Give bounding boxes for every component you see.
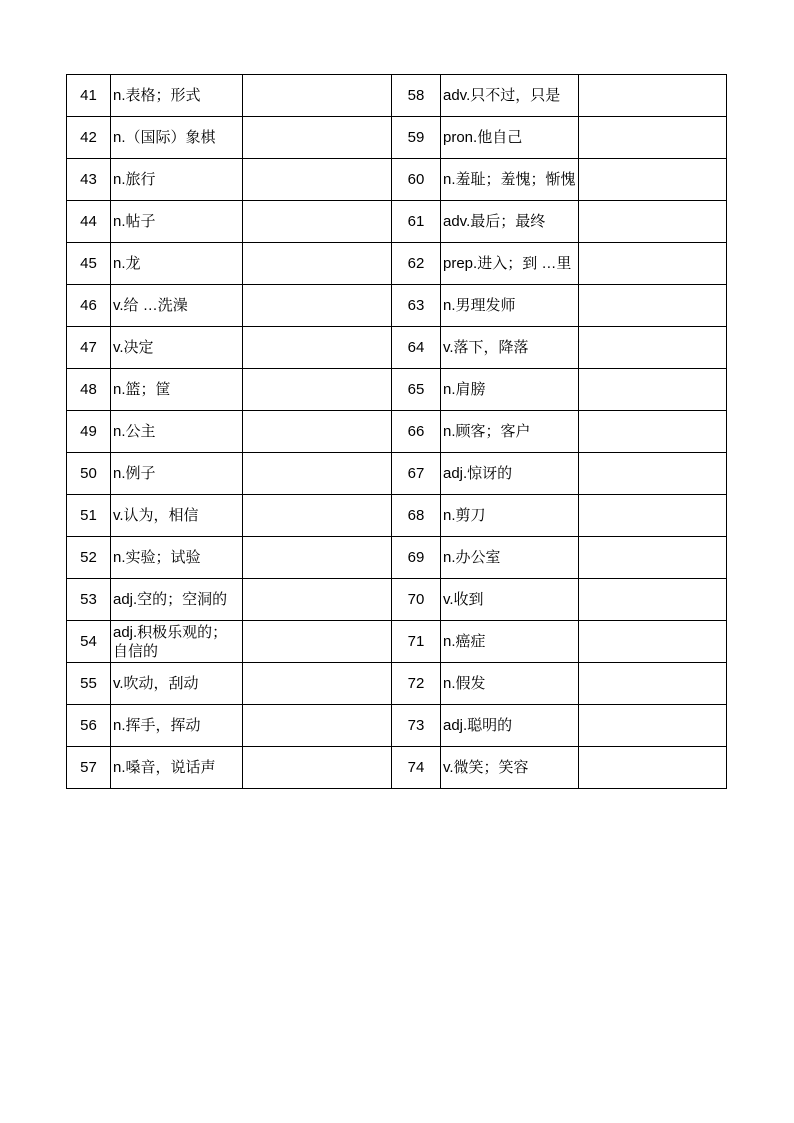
left-answer-cell[interactable] [243, 285, 392, 327]
table-row [67, 243, 727, 285]
right-item-number: 70 [392, 579, 441, 621]
left-item-meaning: n.公主 [111, 411, 243, 453]
left-item-number: 41 [67, 75, 111, 117]
right-item-meaning: n.办公室 [441, 537, 579, 579]
table-row [67, 159, 727, 201]
left-item-number: 47 [67, 327, 111, 369]
left-answer-cell[interactable] [243, 369, 392, 411]
right-item-meaning: adv.只不过，只是 [441, 75, 579, 117]
right-item-number: 69 [392, 537, 441, 579]
table-row [67, 537, 727, 579]
right-answer-cell[interactable] [579, 327, 727, 369]
vocabulary-table [66, 74, 727, 789]
right-item-number: 67 [392, 453, 441, 495]
left-item-meaning: adj.积极乐观的；自信的 [111, 621, 243, 663]
right-item-number: 58 [392, 75, 441, 117]
vocabulary-table-body [67, 75, 727, 789]
left-item-number: 53 [67, 579, 111, 621]
right-item-number: 66 [392, 411, 441, 453]
right-answer-cell[interactable] [579, 411, 727, 453]
right-item-meaning: n.剪刀 [441, 495, 579, 537]
right-item-number: 63 [392, 285, 441, 327]
left-item-number: 50 [67, 453, 111, 495]
right-answer-cell[interactable] [579, 579, 727, 621]
left-item-meaning: n.实验；试验 [111, 537, 243, 579]
right-answer-cell[interactable] [579, 285, 727, 327]
right-item-number: 73 [392, 705, 441, 747]
left-item-meaning: adj.空的；空洞的 [111, 579, 243, 621]
left-item-meaning: n.嗓音，说话声 [111, 747, 243, 789]
left-answer-cell[interactable] [243, 411, 392, 453]
left-item-meaning: n.挥手，挥动 [111, 705, 243, 747]
right-item-number: 64 [392, 327, 441, 369]
left-item-meaning: n.帖子 [111, 201, 243, 243]
right-item-meaning: pron.他自己 [441, 117, 579, 159]
right-item-meaning: n.假发 [441, 663, 579, 705]
left-answer-cell[interactable] [243, 243, 392, 285]
left-item-number: 48 [67, 369, 111, 411]
left-item-number: 56 [67, 705, 111, 747]
left-answer-cell[interactable] [243, 453, 392, 495]
left-item-number: 44 [67, 201, 111, 243]
right-item-number: 72 [392, 663, 441, 705]
left-item-meaning: n.龙 [111, 243, 243, 285]
left-item-number: 57 [67, 747, 111, 789]
right-item-number: 74 [392, 747, 441, 789]
right-item-meaning: n.肩膀 [441, 369, 579, 411]
right-answer-cell[interactable] [579, 159, 727, 201]
left-item-meaning: n.篮；筐 [111, 369, 243, 411]
right-item-meaning: n.男理发师 [441, 285, 579, 327]
left-answer-cell[interactable] [243, 159, 392, 201]
left-answer-cell[interactable] [243, 75, 392, 117]
left-item-number: 49 [67, 411, 111, 453]
left-item-number: 46 [67, 285, 111, 327]
left-answer-cell[interactable] [243, 495, 392, 537]
left-item-meaning: n.（国际）象棋 [111, 117, 243, 159]
table-row [67, 663, 727, 705]
left-item-number: 42 [67, 117, 111, 159]
right-item-number: 61 [392, 201, 441, 243]
right-item-number: 71 [392, 621, 441, 663]
table-row [67, 579, 727, 621]
right-answer-cell[interactable] [579, 621, 727, 663]
table-row [67, 201, 727, 243]
left-item-number: 52 [67, 537, 111, 579]
left-item-meaning: v.决定 [111, 327, 243, 369]
left-item-number: 45 [67, 243, 111, 285]
right-item-meaning: v.收到 [441, 579, 579, 621]
left-item-number: 55 [67, 663, 111, 705]
left-item-meaning: v.给 …洗澡 [111, 285, 243, 327]
right-answer-cell[interactable] [579, 243, 727, 285]
right-item-number: 59 [392, 117, 441, 159]
left-item-number: 51 [67, 495, 111, 537]
right-item-meaning: adj.惊讶的 [441, 453, 579, 495]
table-row [67, 747, 727, 789]
right-item-meaning: adj.聪明的 [441, 705, 579, 747]
right-answer-cell[interactable] [579, 495, 727, 537]
right-item-meaning: n.顾客；客户 [441, 411, 579, 453]
right-answer-cell[interactable] [579, 369, 727, 411]
table-row [67, 117, 727, 159]
right-item-meaning: prep.进入；到 …里 [441, 243, 579, 285]
table-row [67, 705, 727, 747]
right-answer-cell[interactable] [579, 747, 727, 789]
right-answer-cell[interactable] [579, 537, 727, 579]
left-answer-cell[interactable] [243, 747, 392, 789]
table-row [67, 495, 727, 537]
table-row [67, 327, 727, 369]
right-item-meaning: n.羞耻；羞愧；惭愧 [441, 159, 579, 201]
table-row [67, 453, 727, 495]
right-item-number: 68 [392, 495, 441, 537]
right-item-number: 62 [392, 243, 441, 285]
left-answer-cell[interactable] [243, 537, 392, 579]
left-answer-cell[interactable] [243, 201, 392, 243]
right-item-number: 60 [392, 159, 441, 201]
right-answer-cell[interactable] [579, 117, 727, 159]
left-answer-cell[interactable] [243, 579, 392, 621]
right-answer-cell[interactable] [579, 201, 727, 243]
right-item-meaning: v.落下，降落 [441, 327, 579, 369]
left-answer-cell[interactable] [243, 621, 392, 663]
right-item-number: 65 [392, 369, 441, 411]
left-answer-cell[interactable] [243, 705, 392, 747]
left-answer-cell[interactable] [243, 327, 392, 369]
table-row [67, 411, 727, 453]
right-answer-cell[interactable] [579, 75, 727, 117]
left-answer-cell[interactable] [243, 663, 392, 705]
left-item-meaning: v.认为，相信 [111, 495, 243, 537]
left-item-meaning: v.吹动，刮动 [111, 663, 243, 705]
left-item-number: 54 [67, 621, 111, 663]
right-answer-cell[interactable] [579, 663, 727, 705]
right-item-meaning: n.癌症 [441, 621, 579, 663]
table-row [67, 285, 727, 327]
left-answer-cell[interactable] [243, 117, 392, 159]
right-answer-cell[interactable] [579, 453, 727, 495]
table-row [67, 75, 727, 117]
table-row [67, 369, 727, 411]
left-item-number: 43 [67, 159, 111, 201]
right-item-meaning: v.微笑；笑容 [441, 747, 579, 789]
left-item-meaning: n.表格；形式 [111, 75, 243, 117]
right-item-meaning: adv.最后；最终 [441, 201, 579, 243]
left-item-meaning: n.例子 [111, 453, 243, 495]
table-row [67, 621, 727, 663]
left-item-meaning: n.旅行 [111, 159, 243, 201]
right-answer-cell[interactable] [579, 705, 727, 747]
